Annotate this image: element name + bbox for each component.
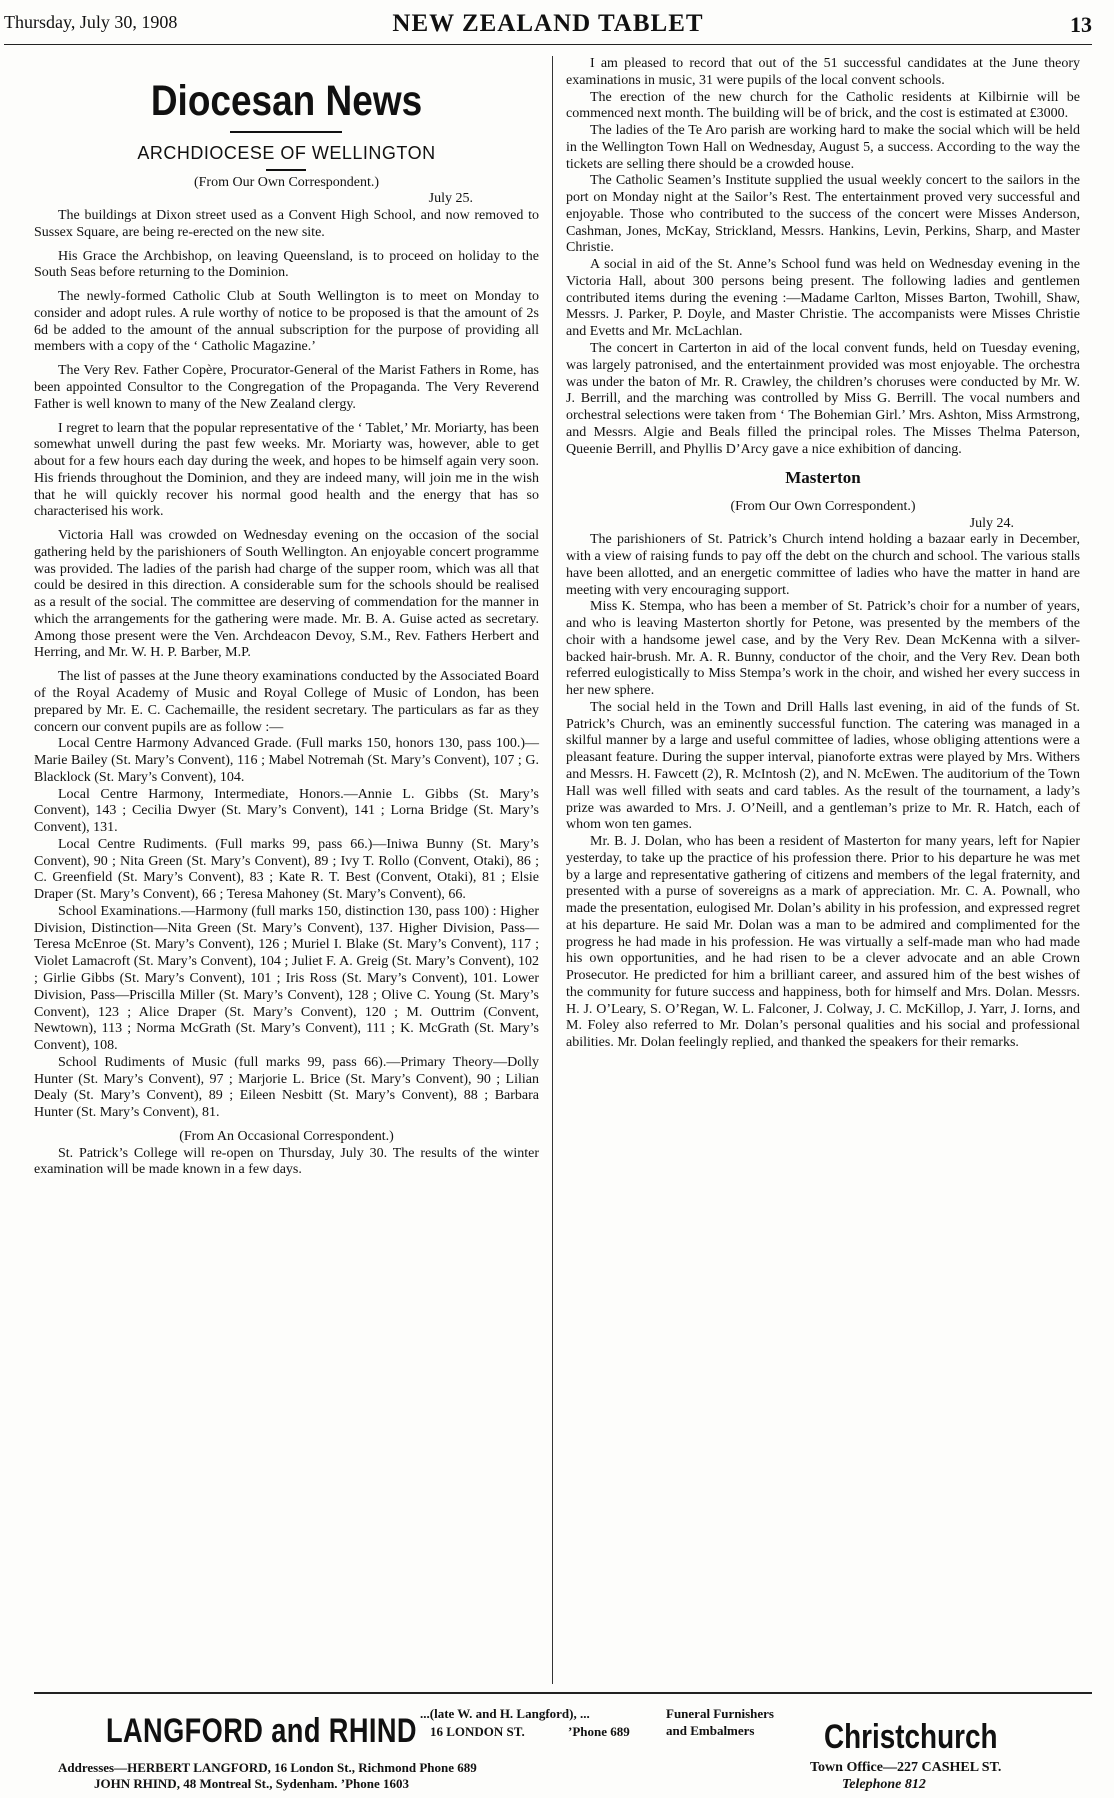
article-paragraph: Mr. B. J. Dolan, who has been a resident of Masterton for many years, left for Napier yesterday, to take up the practice of his profession there. Prior to his departure he was met by a large and representative gathering of citizens and members of the legal fraternity, and presented with a purse of sovereigns as a mark of appreciation. Mr. C. A. Pownall, who made the presentation, eulogised Mr. Dolan’s ability in his profession, and expressed regret at his departure. He said Mr. Dolan was a man to be admired and complimented for the progress he had made in his profession. He was virtually a self-made man who had made his own opportunities, and he had risen to be a clever advocate and an able Crown Prosecutor. He predicted for him a brilliant career, and assured him of the best wishes of the community for future success and happiness, both for himself and Mrs. Dolan. Messrs. H. J. O’Leary, S. O’Regan, W. L. Falconer, J. Colway, J. C. McKillop, J. Yarr, J. Iorns, and M. Foley also referred to Mr. Dolan’s personal qualities and his social and professional abilities. Mr. Dolan feelingly replied, and thanked the speakers for their remarks. [566, 834, 1080, 1051]
article-paragraph: The concert in Carterton in aid of the local convent funds, held on Tuesday evening, was largely patronised, and the entertainment provided was most enjoyable. The orchestra was under the baton of Mr. R. Crawley, the children’s choruses were conducted by Mr. W. J. Berrill, and the marching was controlled by Miss G. Berrill. The vocal numbers and orchestral selections were taken from ‘ The Bohemian Girl.’ Mrs. Ashton, Miss Armstrong, and Messrs. Algie and Beals filled the principal roles. The Misses Thelma Paterson, Queenie Berrill, and Phyllis D’Arcy gave a nice exhibition of dancing. [566, 341, 1080, 457]
exam-results-paragraph: Local Centre Harmony Advanced Grade. (Full marks 150, honors 130, pass 100.)—Marie Bailey (St. Mary’s Convent), 116 ; Mabel Notremah (St. Mary’s Convent), 107 ; G. Blacklock (St. Mary’s Convent), 104. [34, 736, 539, 785]
article-paragraph: His Grace the Archbishop, on leaving Queensland, is to proceed on holiday to the South Seas before returning to the Dominion. [34, 248, 539, 281]
advertiser-name: LANGFORD and RHIND [106, 1712, 417, 1750]
article-paragraph: The list of passes at the June theory examinations conducted by the Associated Board of the Royal Academy of Music and Royal College of Music of London, has been prepared by Mr. E. C. Cachemaille, the resident secretary. The particulars as far as they concern our convent pupils are as follow :— [34, 669, 539, 735]
article-paragraph: I am pleased to record that out of the 51 successful candidates at the June theory examinations in music, 31 were pupils of the local convent schools. [566, 56, 1080, 88]
archdiocese-heading: ARCHDIOCESE OF WELLINGTON [137, 143, 436, 163]
byline: (From Our Own Correspondent.) [193, 174, 380, 190]
article-paragraph: The parishioners of St. Patrick’s Church intend holding a bazaar early in December, with a view of raising funds to pay off the debt on the church and school. The various stalls have been allotted, and an energetic committee of ladies who have the matter in hand are meeting with very encouraging support. [566, 532, 1080, 598]
article-paragraph: The Very Rev. Father Copère, Procurator-General of the Marist Fathers in Rome, has been appointed Consultor to the Congregation of the Propaganda. The Very Reverend Father is well known to many of the New Zealand clergy. [34, 363, 539, 412]
advertiser-address: JOHN RHIND, 48 Montreal St., Sydenham. ’Phone 1603 [94, 1776, 410, 1791]
advertiser-street: 16 LONDON ST. [430, 1724, 525, 1739]
occasional-byline: (From An Occasional Correspondent.) [179, 1128, 394, 1144]
advertiser-phone: ’Phone 689 [568, 1724, 630, 1739]
dateline: July 25. [428, 191, 473, 207]
article-paragraph: St. Patrick’s College will re-open on Thursday, July 30. The results of the winter examination will be made known in a few days. [34, 1145, 539, 1178]
advertiser-address: Addresses—HERBERT LANGFORD, 16 London St., Richmond Phone 689 [58, 1760, 477, 1775]
article-paragraph: The newly-formed Catholic Club at South Wellington is to meet on Monday to consider and adopt rules. A rule worthy of notice to be proposed is that the amount of 2s 6d be added to the amount of the annual subscription for the purpose of providing all members with a copy of the ‘ Catholic Magazine.’ [34, 289, 539, 355]
article-paragraph: I regret to learn that the popular representative of the ‘ Tablet,’ Mr. Moriarty, has been somewhat unwell during the past few weeks. Mr. Moriarty was, however, able to get about for a few hours each day during the week, and hopes to be himself again very soon. His friends throughout the Dominion, and they are indeed many, will join me in the wish that he will quickly recover his normal good health and the energy that has so characterised his work. [34, 420, 539, 520]
article-paragraph: The social held in the Town and Drill Halls last evening, in aid of the funds of St. Patrick’s Church, was an eminently successful function. The catering was managed in a skilful manner by a large and useful committee of ladies, whose obliging attentions were a pleasant feature. During the supper interval, pianoforte extras were played by Mrs. Withers and Messrs. H. Fawcett (2), R. McIntosh (2), and N. McEwen. The auditorium of the Town Hall was well filled with seats and card tables. As the result of the tournament, a lady’s prize was awarded to Mrs. J. O’Neill, and a gentleman’s prize to Mr. R. Hatch, each of whom won ten games. [566, 699, 1080, 833]
exam-results-paragraph: Local Centre Rudiments. (Full marks 99, pass 66.)—Iniwa Bunny (St. Mary’s Convent), 90 ; Nita Green (St. Mary’s Convent), 89 ; Ivy T. Rollo (Convent, Otaki), 86 ; C. Greenfield (St. Mary’s Convent), 83 ; Kate R. T. Best (Convent, Otaki), 81 ; Elsie Draper (St. Mary’s Convent), 66 ; Teresa Mahoney (St. Mary’s Convent), 66. [34, 836, 539, 903]
exam-results-paragraph: Local Centre Harmony, Intermediate, Honors.—Annie L. Gibbs (St. Mary’s Convent), 143 ; Cecilia Dwyer (St. Mary’s Convent), 141 ; Lorna Bridge (St. Mary’s Convent), 131. [34, 786, 539, 836]
article-paragraph: A social in aid of the St. Anne’s School fund was held on Wednesday evening in the Victoria Hall, about 300 persons being present. The following ladies and gentlemen contributed items during the evening :—Madame Carlton, Misses Barton, Twohill, Shaw, Messrs. J. Parker, P. Doyle, and Master Christie. The accompanists were Misses Christie and Evetts and Mr. McLachlan. [566, 257, 1080, 340]
advertiser-town-office: Town Office—227 CASHEL ST. [810, 1760, 1002, 1775]
byline: (From Our Own Correspondent.) [730, 498, 916, 514]
article-paragraph: The Catholic Seamen’s Institute supplied the usual weekly concert to the sailors in the port on Monday night at the Sailor’s Rest. The entertainment proved very successful and enjoyable. Those who contributed to the success of the concert were Misses Anderson, Cashman, Jones, McKay, Strickland, Messrs. Hankins, Levin, Perkins, Sharp, and Master Christie. [566, 173, 1080, 256]
ornamental-rule [34, 125, 539, 141]
footer-rule [34, 1692, 1092, 1694]
exam-results-paragraph: School Examinations.—Harmony (full marks 150, distinction 130, pass 100) : Higher Division, Distinction—Nita Green (St. Mary’s Convent), 137. Higher Division, Pass—Teresa McEnroe (St. Mary’s Convent), 126 ; Muriel I. Blake (St. Mary’s Convent), 117 ; Violet Lamacroft (St. Mary’s Convent), 104 ; Juliet F. A. Greig (St. Mary’s Convent), 102 ; Girlie Gibbs (St. Mary’s Convent), 101 ; Iris Ross (St. Mary’s Convent), 101. Lower Division, Pass—Priscilla Miller (St. Mary’s Convent), 128 ; Olive C. Young (St. Mary’s Convent), 123 ; Alice Draper (St. Mary’s Convent), 120 ; M. Outtrim (Convent, Newtown), 113 ; Norma McGrath (St. Mary’s Convent), 111 ; K. McGrath (St. Mary’s Convent), 108. [34, 903, 539, 1054]
services-line: Funeral Furnishers [666, 1706, 774, 1721]
article-paragraph: The ladies of the Te Aro parish are working hard to make the social which will be held in the Wellington Town Hall on Wednesday, August 5, a success. According to the way the tickets are selling there should be a crowded house. [566, 123, 1080, 172]
masthead [4, 6, 1092, 45]
page-number: 13 [1070, 12, 1092, 37]
right-column [566, 56, 1080, 1052]
advertiser-services [666, 1706, 774, 1740]
short-rule [34, 167, 539, 175]
advertisement-footer [34, 1700, 1092, 1796]
section-heading-diocesan-news: Diocesan News [150, 77, 423, 125]
advertiser-city: Christchurch [824, 1718, 998, 1756]
issue-date: Thursday, July 30, 1908 [4, 12, 178, 32]
article-paragraph: The buildings at Dixon street used as a Convent High School, and now removed to Sussex Square, are being re-erected on the new site. [34, 208, 539, 240]
dateline: July 24. [969, 515, 1014, 531]
column-divider [552, 56, 553, 1684]
article-paragraph: Miss K. Stempa, who has been a member of St. Patrick’s choir for a number of years, and who is leaving Masterton shortly for Petone, was presented by the members of the choir with a handsome jewel case, and by the Very Rev. Dean McKenna with a silver-backed hair-brush. Mr. A. R. Bunny, conductor of the choir, and the Very Rev. Dean both referred eulogistically to Miss Stempa’s work in the choir, and wished her every success in her new sphere. [566, 599, 1080, 699]
advertiser-telephone: Telephone 812 [842, 1777, 926, 1792]
left-column [34, 56, 539, 1179]
masterton-heading: Masterton [785, 468, 861, 488]
article-paragraph: The erection of the new church for the Catholic residents at Kilbirnie will be commenced next month. The building will be of brick, and the cost is estimated at £3000. [566, 89, 1080, 122]
advertiser-former-name: ...(late W. and H. Langford), ... [420, 1706, 590, 1721]
services-line: and Embalmers [666, 1722, 755, 1738]
newspaper-title: NEW ZEALAND TABLET [392, 10, 704, 37]
exam-results-paragraph: School Rudiments of Music (full marks 99, pass 66).—Primary Theory—Dolly Hunter (St. Mary’s Convent), 97 ; Marjorie L. Brice (St. Mary’s Convent), 90 ; Lilian Dealy (St. Mary’s Convent), 89 ; Eileen Nesbitt (St. Mary’s Convent), 88 ; Barbara Hunter (St. Mary’s Convent), 81. [34, 1054, 539, 1121]
article-paragraph: Victoria Hall was crowded on Wednesday evening on the occasion of the social gathering held by the parishioners of South Wellington. An enjoyable concert programme was provided. The ladies of the parish had charge of the supper room, which was all that could be desired in this direction. A considerable sum for the schools should be realised as a result of the social. The committee are deserving of commendation for the manner in which the arrangements for the gathering were made. Mr. B. A. Guise acted as secretary. Among those present were the Ven. Archdeacon Devoy, S.M., Rev. Fathers Herbert and Herring, and Mr. W. H. P. Barber, M.P. [34, 528, 539, 661]
